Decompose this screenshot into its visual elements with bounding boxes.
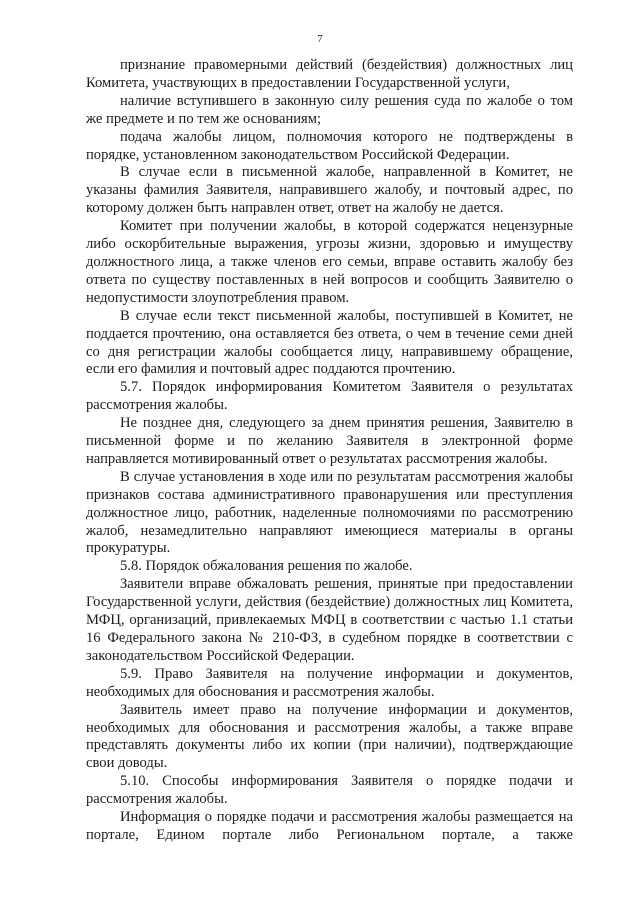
page-number: 7: [317, 33, 323, 45]
section-heading-5-8: 5.8. Порядок обжалования решения по жалобе.: [120, 558, 413, 575]
paragraph-item-2: наличие вступившего в законную силу решения суда по жалобе о том же предмете и по тем же основаниям;: [86, 92, 573, 127]
paragraph-item-3: подача жалобы лицом, полномочия которого не подтверждены в порядке, установленном законодательством Российской Федерации.: [86, 128, 573, 163]
paragraph-response-deadline: Не позднее дня, следующего за днем принятия решения, Заявителю в письменной форме и по желанию Заявителя в электронной форме направляется мотивированный ответ о результатах рассмотрения жалобы.: [86, 415, 573, 467]
section-heading-5-10: 5.10. Способы информирования Заявителя о порядке подачи и рассмотрения жалобы.: [86, 773, 573, 808]
paragraph-right-to-information: Заявитель имеет право на получение информации и документов, необходимых для обоснования и рассмотрения жалобы, а также вправе представлять документы либо их копии (при наличии), подтверждающие свои доводы.: [86, 701, 573, 772]
paragraph-prosecution-referral: В случае установления в ходе или по результатам рассмотрения жалобы признаков состава административного правонарушения или преступления должностное лицо, работник, наделенные полномочиями по рассмотрению жалоб, незамедлительно направляют имеющиеся материалы в органы прокуратуры.: [86, 468, 573, 557]
paragraph-illegible-complaint-rule: В случае если текст письменной жалобы, поступившей в Комитет, не поддается прочтению, она оставляется без ответа, о чем в течение семи дней со дня регистрации жалобы сообщается лицу, направившему обращение, если его фамилия и почтовый адрес поддаются прочтению.: [86, 307, 573, 378]
paragraph-item-1: признание правомерными действий (бездействия) должностных лиц Комитета, участвующих в предоставлении Государственной услуги,: [86, 57, 573, 91]
section-heading-5-7: 5.7. Порядок информирования Комитетом Заявителя о результатах рассмотрения жалобы.: [86, 379, 573, 414]
document-body: [86, 57, 573, 845]
paragraph-abusive-complaint-rule: Комитет при получении жалобы, в которой содержатся нецензурные либо оскорбительные выражения, угрозы жизни, здоровью и имуществу должностного лица, а также членов его семьи, вправе оставить жалобу без ответа по существу поставленных в ней вопросов и сообщить Заявителю о недопустимости злоупотребления правом.: [86, 218, 573, 306]
paragraph-information-portals: Информация о порядке подачи и рассмотрения жалобы размещается на портале, Едином портале либо Региональном портале, а также: [86, 809, 573, 843]
paragraph-no-surname-rule: В случае если в письменной жалобе, направленной в Комитет, не указаны фамилия Заявителя, направившего жалобу, и почтовый адрес, по которому должен быть направлен ответ, ответ на жалобу не дается.: [86, 164, 573, 217]
paragraph-court-appeal: Заявители вправе обжаловать решения, принятые при предоставлении Государственной услуги, действия (бездействие) должностных лиц Комитета, МФЦ, организаций, привлекаемых МФЦ в соответствии с частью 1.1 статьи 16 Федерального закона № 210-ФЗ, в судебном порядке в соответствии с законодательством Российской Федерации.: [86, 576, 573, 664]
section-heading-5-9: 5.9. Право Заявителя на получение информации и документов, необходимых для обоснования и рассмотрения жалобы.: [86, 665, 573, 700]
